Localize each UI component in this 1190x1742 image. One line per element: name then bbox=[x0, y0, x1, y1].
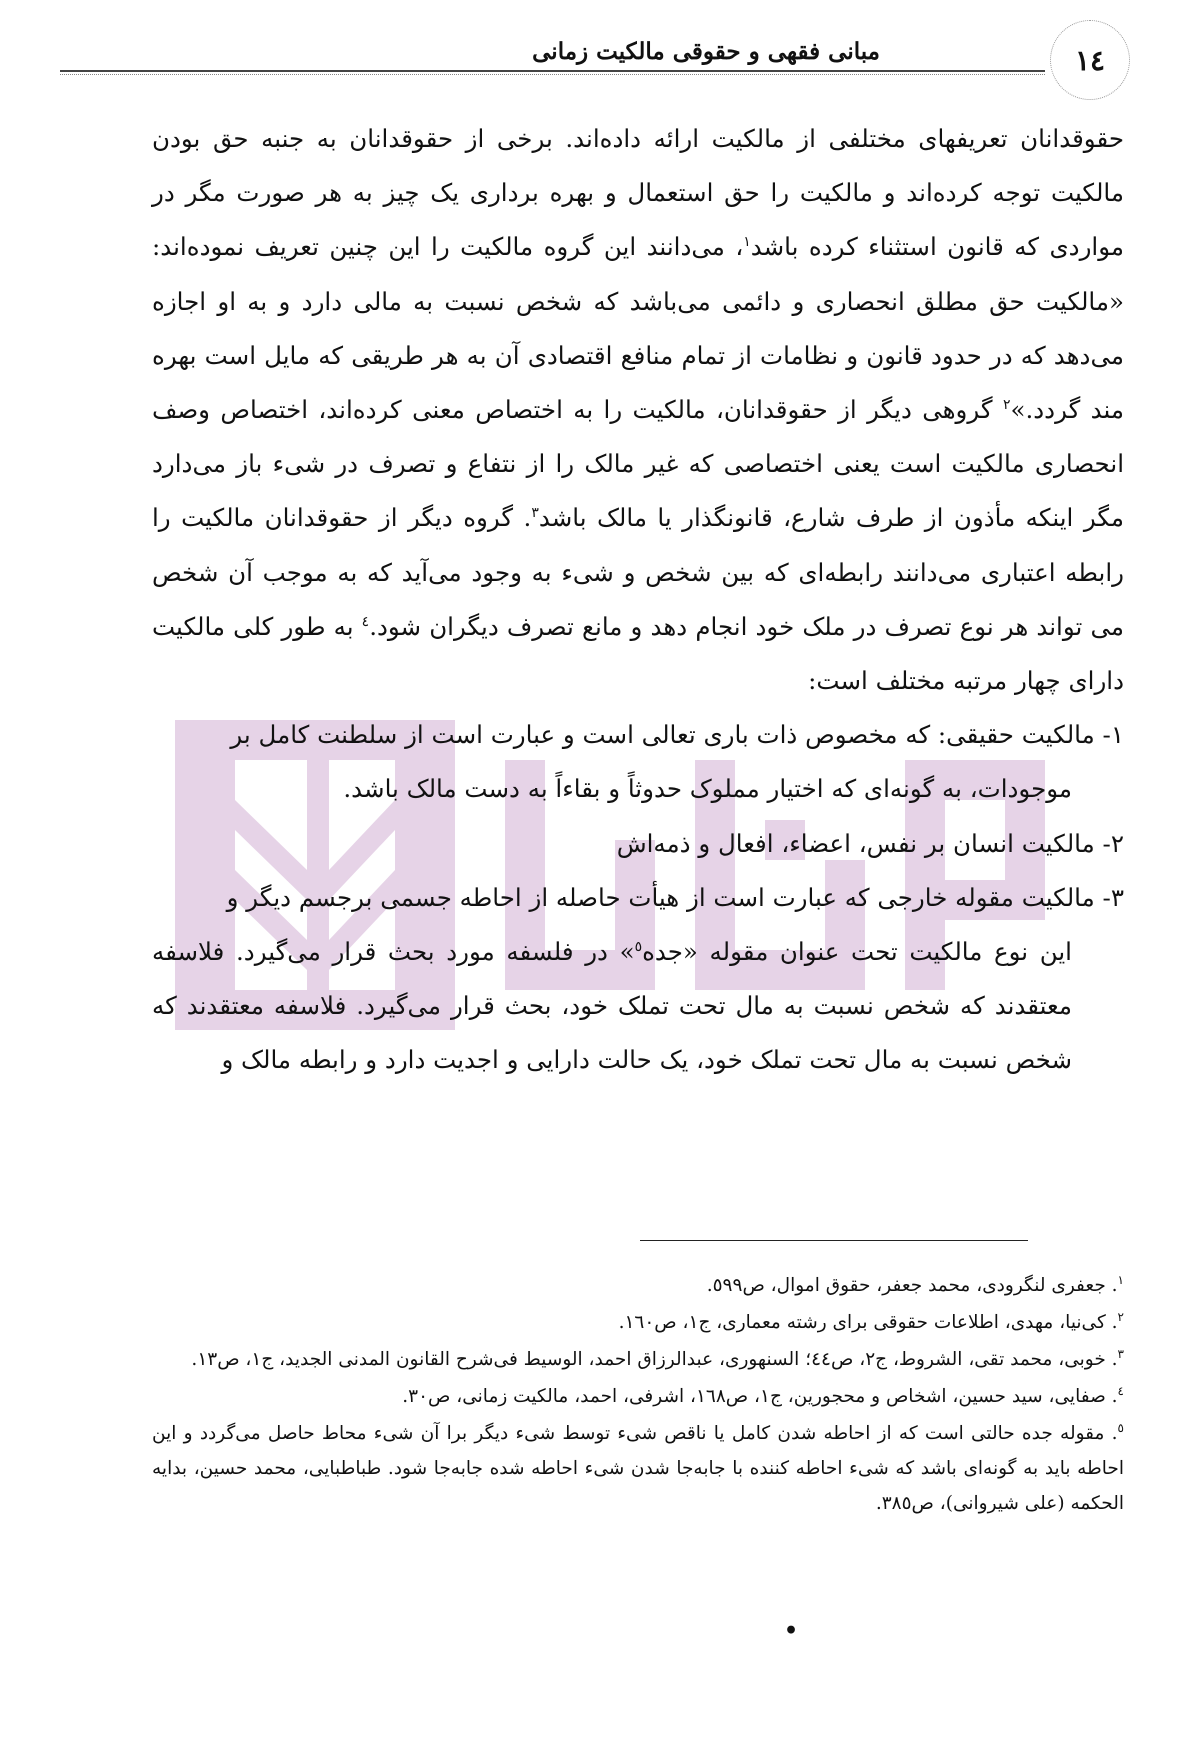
footnote-text: . صفایی، سید حسین، اشخاص و محجورین، ج١، ص١٦٨، اشرفی، احمد، مالکیت زمانی، ص٣٠. bbox=[402, 1386, 1118, 1407]
paragraph-text: گروهی دیگر از حقوقدانان، مالکیت را به اختصاص معنی کرده‌اند، اختصاص وصف انحصاری مالکیت است یعنی اختصاصی که غیر مالک را از نتفاع و تصرف در شیء باز می‌دارد مگر اینکه مأذون از طرف شارع، قانونگذار یا مالک باشد bbox=[152, 395, 1124, 533]
page-number: ١٤ bbox=[1074, 43, 1106, 77]
footnote-text: . کی‌نیا، مهدی، اطلاعات حقوقی برای رشته معماری، ج١، ص١٦٠. bbox=[618, 1312, 1118, 1333]
footnote bbox=[152, 1268, 1124, 1303]
footnote-text: . مقوله جده حالتی است که از احاطه شدن کامل یا ناقص شیء توسط شیء دیگر برا آن شیء محاط حاصل می‌گردد و این احاطه باید به گونه‌ای باشد که شیء احاطه کننده با جابه‌جا شدن شیء احاطه شده جابه‌جا شود. طباطبایی، محمد حسین، بدایه الحکمه (علی شیروانی)، ص٣٨٥. bbox=[152, 1423, 1124, 1514]
list-text: مالکیت مقوله خارجی که عبارت است از هیأت حاصله از احاطه جسمی برجسم دیگر و bbox=[226, 882, 1095, 912]
footnote-mark: ٢ bbox=[1117, 1309, 1124, 1324]
footnote bbox=[152, 1379, 1124, 1414]
footnote-ref[interactable]: ٤ bbox=[361, 613, 370, 630]
list-item-3 bbox=[152, 871, 1124, 1088]
bottom-mark: • bbox=[784, 1618, 799, 1644]
footnote-separator bbox=[640, 1240, 1028, 1241]
list-text-part: این نوع مالکیت تحت عنوان مقوله «جده bbox=[642, 937, 1072, 967]
footnote-ref[interactable]: ٥ bbox=[634, 938, 643, 955]
header-rule-dotted bbox=[60, 74, 1045, 75]
list-number: ٣- bbox=[1094, 882, 1124, 912]
list-text-continued: موجودات، به گونه‌ای که اختیار مملوک حدوثاً و بقاءاً به دست مالک باشد. bbox=[343, 774, 1072, 804]
running-title: مبانی فقهی و حقوقی مالکیت زمانی bbox=[532, 38, 880, 65]
footnote-ref[interactable]: ٢ bbox=[1002, 396, 1011, 413]
paragraph bbox=[152, 112, 1124, 708]
footnotes bbox=[152, 1268, 1124, 1523]
page-header bbox=[60, 18, 1140, 78]
footnote bbox=[152, 1416, 1124, 1521]
footnote-text: . جعفری لنگرودی، محمد جعفر، حقوق اموال، ص٥٩٩. bbox=[706, 1275, 1118, 1296]
footnote-mark: ١ bbox=[1117, 1272, 1124, 1287]
paragraph-text: . گروه دیگر از حقوقدانان مالکیت را رابطه اعتباری می‌دانند رابطه‌ای که بین شخص و شیء به وجود می‌آید که به موجب آن شخص می تواند هر نوع تصرف در ملک خود انجام دهد و مانع تصرف دیگران شود. bbox=[152, 503, 1124, 641]
footnote-mark: ٥ bbox=[1117, 1420, 1124, 1435]
list-number: ٢- bbox=[1094, 828, 1124, 858]
list-text: مالکیت انسان بر نفس، اعضاء، افعال و ذمه‌اش bbox=[616, 828, 1095, 858]
footnote-mark: ٤ bbox=[1117, 1383, 1124, 1398]
list-text-continued bbox=[152, 925, 1124, 1088]
list-item-1 bbox=[152, 708, 1124, 816]
footnote-text: . خوبی، محمد تقی، الشروط، ج٢، ص٤٤؛ السنهوری، عبدالرزاق احمد، الوسیط فی‌شرح القانون المدنی الجدید، ج١، ص١٣. bbox=[191, 1349, 1118, 1370]
header-rule bbox=[60, 70, 1045, 72]
paragraph-text: به طور کلی مالکیت دارای چهار مرتبه مختلف است: bbox=[152, 611, 1124, 696]
list-number: ١- bbox=[1094, 720, 1124, 750]
footnote bbox=[152, 1305, 1124, 1340]
list-text-part: » در فلسفه مورد بحث قرار می‌گیرد. فلاسفه معتقدند که شخص نسبت به مال تحت تملک خود، بحث قرار می‌گیرد. فلاسفه معتقدند که شخص نسبت به مال تحت تملک خود، یک حالت دارایی و اجدیت دارد و رابطه مالک و bbox=[152, 937, 1072, 1075]
footnote-mark: ٣ bbox=[1117, 1346, 1124, 1361]
paragraph-text: حقوقدانان تعریفهای مختلفی از مالکیت ارائه داده‌اند. برخی از حقوقدانان به جنبه حق بودن مالکیت توجه کرده‌اند و مالکیت را حق استعمال و بهره برداری یک چیز به هر صورت مگر در مواردی که قانون استثناء کرده باشد bbox=[152, 124, 1124, 262]
footnote-ref[interactable]: ١ bbox=[743, 234, 751, 251]
footnote bbox=[152, 1342, 1124, 1377]
body-text bbox=[152, 112, 1124, 1088]
paragraph-text: ، می‌دانند این گروه مالکیت را این چنین تعریف نموده‌اند: «مالکیت حق مطلق انحصاری و دائمی می‌باشد که شخص نسبت به مالی دارد و به او اجازه می‌دهد که در حدود قانون و نظامات از تمام منافع اقتصادی آن به هر طریقی که مایل است بهره مند گردد.» bbox=[152, 232, 1124, 425]
list-item-2 bbox=[152, 817, 1124, 871]
footnote-ref[interactable]: ٣ bbox=[531, 505, 539, 522]
list-text: مالکیت حقیقی: که مخصوص ذات باری تعالی است و عبارت است از سلطنت کامل بر bbox=[230, 720, 1095, 750]
page-number-circle bbox=[1050, 20, 1130, 100]
